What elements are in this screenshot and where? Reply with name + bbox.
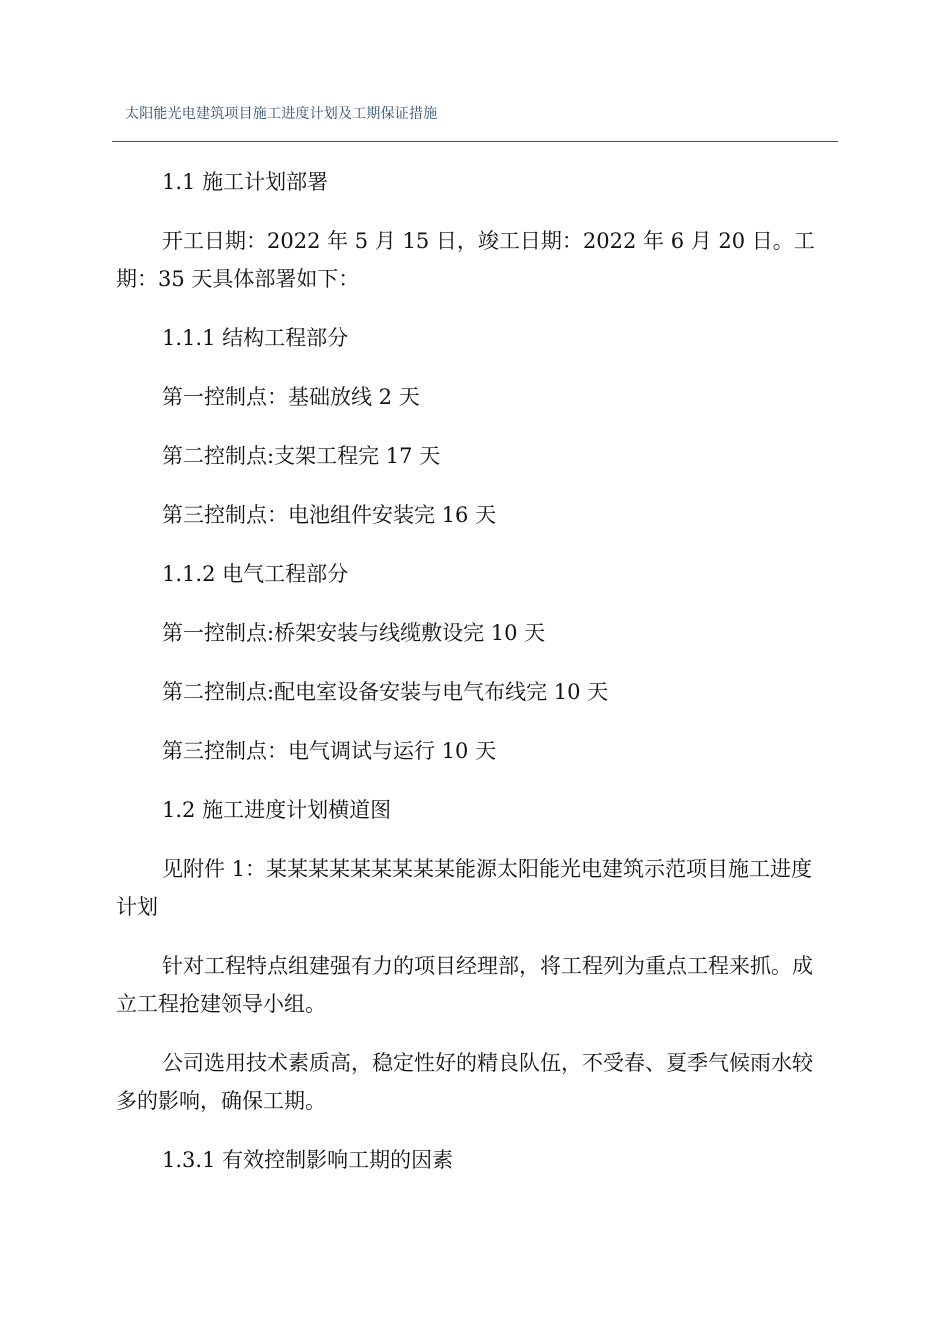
document-body xyxy=(116,163,832,1200)
section-heading-1-1: 1.1 施工计划部署 xyxy=(162,170,329,194)
schedule-dates-paragraph: 开工日期：2022 年 5 月 15 日，竣工日期：2022 年 6 月 20 日。工期：35 天具体部署如下： xyxy=(116,229,815,291)
project-team-paragraph: 针对工程特点组建强有力的项目经理部，将工程列为重点工程来抓。成立工程抢建领导小组。 xyxy=(116,954,813,1016)
section-heading-1-1-2: 1.1.2 电气工程部分 xyxy=(162,562,349,586)
structure-control-point-1: 第一控制点：基础放线 2 天 xyxy=(162,385,420,409)
electrical-control-point-3: 第三控制点：电气调试与运行 10 天 xyxy=(162,739,497,763)
structure-control-point-2: 第二控制点:支架工程完 17 天 xyxy=(162,444,441,468)
page-header-title: 太阳能光电建筑项目施工进度计划及工期保证措施 xyxy=(125,106,438,122)
attachment-reference-paragraph: 见附件 1：某某某某某某某某某能源太阳能光电建筑示范项目施工进度计划 xyxy=(116,857,813,919)
section-heading-1-1-1: 1.1.1 结构工程部分 xyxy=(162,326,349,350)
team-selection-paragraph: 公司选用技术素质高，稳定性好的精良队伍，不受春、夏季气候雨水较多的影响，确保工期。 xyxy=(116,1051,813,1113)
electrical-control-point-2: 第二控制点:配电室设备安装与电气布线完 10 天 xyxy=(162,680,609,704)
header-divider xyxy=(112,141,838,142)
section-heading-1-3-1: 1.3.1 有效控制影响工期的因素 xyxy=(162,1148,454,1172)
structure-control-point-3: 第三控制点：电池组件安装完 16 天 xyxy=(162,503,497,527)
section-heading-1-2: 1.2 施工进度计划横道图 xyxy=(162,798,392,822)
electrical-control-point-1: 第一控制点:桥架安装与线缆敷设完 10 天 xyxy=(162,621,546,645)
